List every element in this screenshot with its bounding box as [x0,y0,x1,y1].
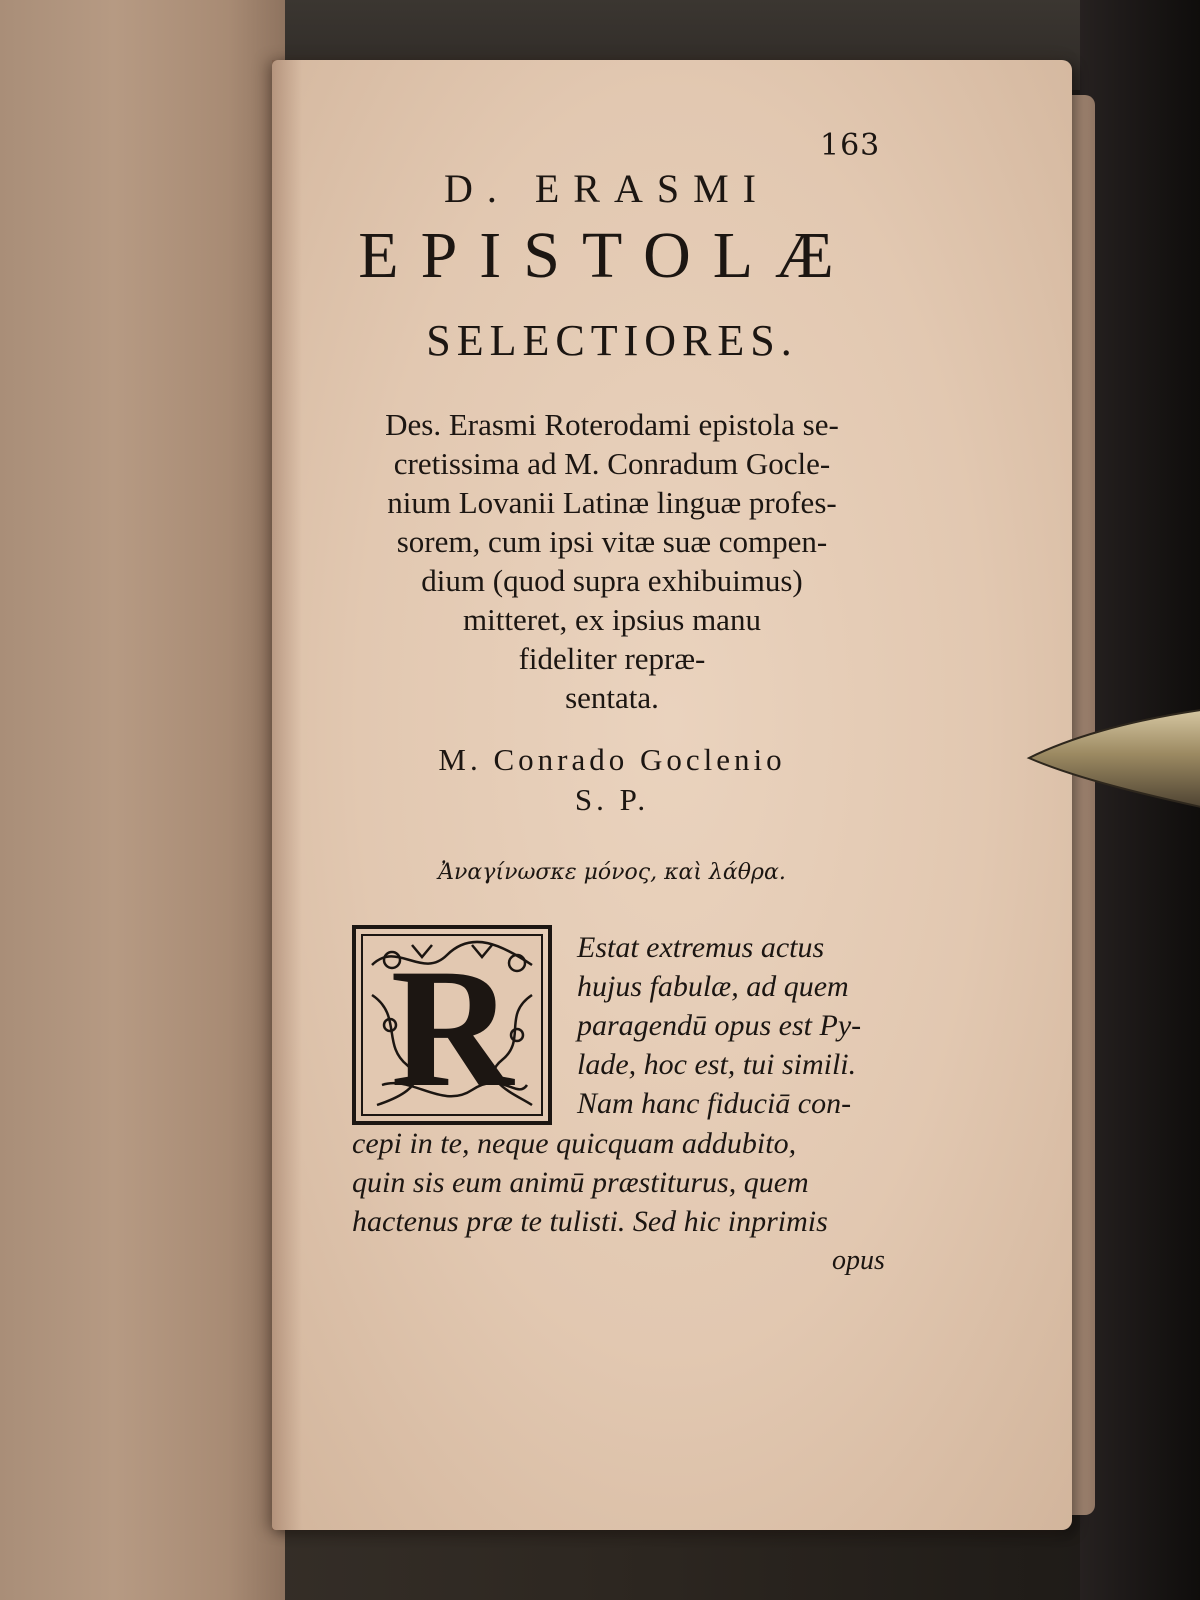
body-line: Nam hanc fiduciā con- [577,1087,852,1120]
body-line: hactenus præ te tulisti. Sed hic inprimis [352,1205,828,1238]
body-line: Estat extremus actus [577,931,825,964]
page-pointer-blade [1025,700,1200,810]
greek-motto: Ἀναγίνωσκε μόνος, καὶ λάθρα. [438,860,786,885]
heading-subtitle: SELECTIORES. [426,316,798,365]
facing-page [0,0,285,1600]
page-gutter [272,60,302,1530]
decorated-initial [352,925,552,1125]
intro-line: sentata. [565,680,659,715]
body-line: quin sis eum animū præstiturus, quem [352,1166,809,1199]
catchword: opus [832,1245,885,1276]
body-line: hujus fabulæ, ad quem [577,970,849,1003]
body-line: cepi in te, neque quicquam addubito, [352,1127,797,1160]
initial-letter: R [390,934,514,1122]
intro-line: dium (quod supra exhibuimus) [421,563,803,598]
intro-line: fideliter repræ- [518,641,706,676]
intro-line: mitteret, ex ipsius manu [463,602,761,637]
heading-title: EPISTOLÆ [358,219,856,292]
intro-line: nium Lovanii Latinæ linguæ profes- [387,485,837,520]
salutation [332,740,892,820]
body-text [352,1124,912,1241]
intro-line: cretissima ad M. Conradum Gocle- [393,446,831,481]
body-text-beside-initial [577,928,907,1123]
salutation-line: S. P. [574,782,650,817]
intro-line: sorem, cum ipsi vitæ suæ compen- [396,524,828,559]
body-line: paragendū opus est Py- [577,1009,862,1042]
intro-line: Des. Erasmi Roterodami epistola se- [385,407,839,442]
heading-author: D. ERASMI [443,166,771,211]
salutation-line: M. Conrado Goclenio [438,742,786,777]
body-line: lade, hoc est, tui simili. [577,1048,857,1081]
intro-paragraph [332,405,892,717]
book-page [272,60,1072,1530]
page-number: 163 [820,128,881,163]
